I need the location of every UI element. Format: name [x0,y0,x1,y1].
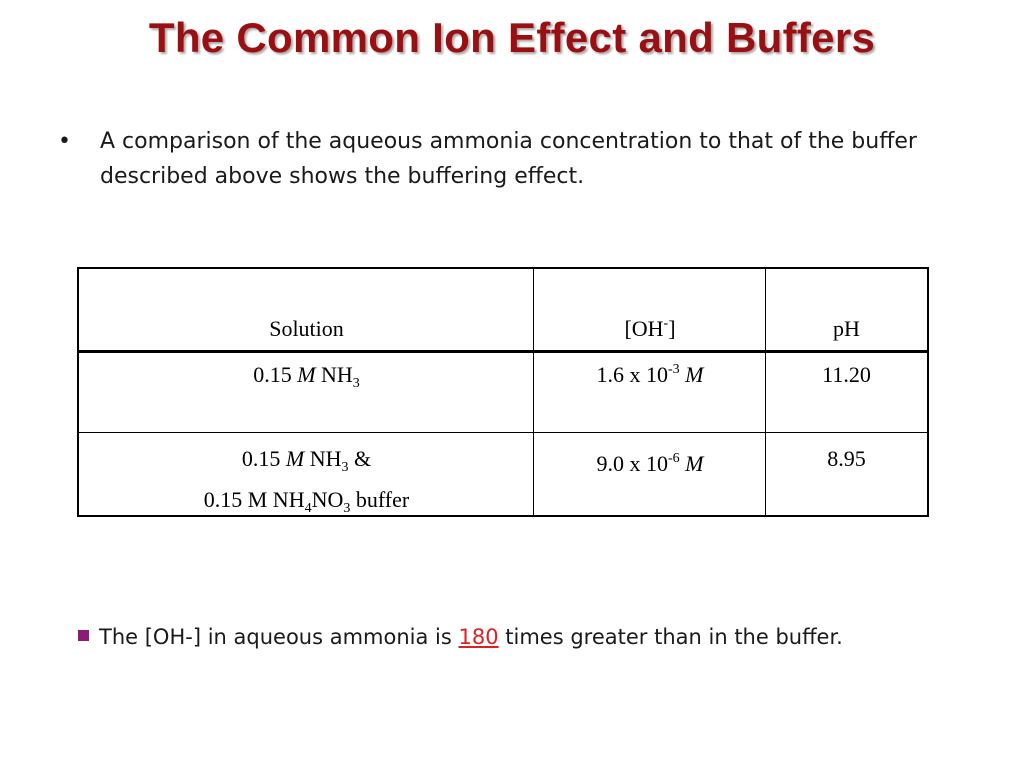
bullet-comparison [58,124,978,194]
cell-solution: 0.15 M $NH_3$ [253,362,360,391]
header-oh: [OH-] [624,316,676,341]
cell-oh: 1.6 x $10^{-3}$ M [596,362,704,387]
square-bullet-icon [78,630,89,641]
table-row [79,352,927,432]
slide-title: The Common Ion Effect and Buffers [148,14,876,61]
table-row [79,433,927,515]
highlight-value: 180 [458,625,499,649]
bullet-marker: • [58,129,71,154]
bullet-text: A comparison of the aqueous ammonia concentration to that of the buffer described above shows the buffering effect. [100,129,917,189]
comparison-table [77,267,929,517]
conclusion-suffix: times greater than in the buffer. [505,625,843,649]
cell-ph: 11.20 [822,362,871,387]
cell-solution: 0.15 M $NH_3$ & 0.15 M $NH_4NO_3$ buffer [203,446,410,516]
cell-oh: 9.0 x $10^{-6}$ M [596,451,704,476]
bullet-conclusion [78,620,998,654]
header-ph: pH [833,316,860,341]
table-header-row [79,269,927,350]
header-solution: Solution [269,316,344,341]
cell-ph: 8.95 [827,446,866,471]
conclusion-prefix: The [OH-] in aqueous ammonia is [99,625,452,649]
